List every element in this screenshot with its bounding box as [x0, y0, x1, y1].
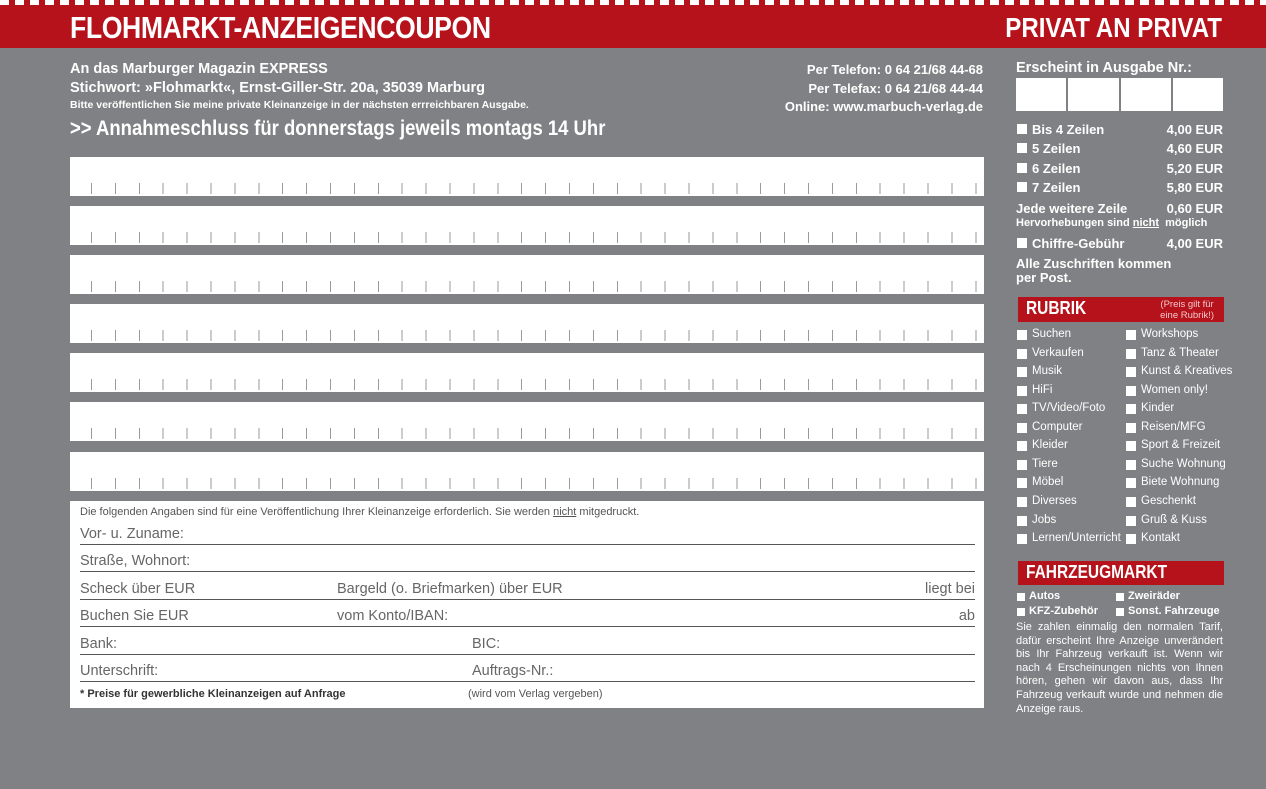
bic-label: BIC:	[472, 636, 501, 652]
checkbox[interactable]	[1017, 182, 1027, 192]
footnote-commercial: * Preise für gewerbliche Kleinanzeigen auf Anfrage	[80, 688, 346, 700]
checkbox[interactable]	[1116, 593, 1124, 601]
header-bar	[0, 5, 1266, 48]
checkbox[interactable]	[1017, 478, 1027, 488]
rubrik-option-label: Kontakt	[1141, 532, 1180, 545]
checkbox[interactable]	[1126, 423, 1136, 433]
fahrzeugmarkt-description: Sie zahlen einmalig den normalen Tarif, dafür erscheint Ihre Anzeige unverändert bis Ihr Fahrzeug verkauft ist. Wenn wir nach 4 Erscheinungen nichts von Ihnen hören, gehen wir davon aus, dass Ihr Fahrzeug verkauft wurde und nehmen die Anzeige raus.	[1016, 621, 1223, 715]
checkbox[interactable]	[1017, 143, 1027, 153]
rubrik-option-label: Suchen	[1032, 328, 1072, 340]
checkbox[interactable]	[1017, 330, 1027, 340]
liegt-bei-label: liegt bei	[925, 581, 975, 597]
checkbox[interactable]	[1017, 349, 1027, 359]
rubrik-option-label: Reisen/MFG	[1141, 420, 1206, 433]
contact-online: Online: www.marbuch-verlag.de	[784, 99, 983, 114]
privacy-note: Die folgenden Angaben sind für eine Veröffentlichung Ihrer Kleinanzeige erforderlich. Sie werden nicht mitgedruckt.	[80, 506, 640, 518]
rubrik-option-label: Tiere	[1032, 457, 1058, 470]
issue-box-3[interactable]	[1121, 78, 1171, 111]
checkbox[interactable]	[1017, 608, 1025, 616]
footnote-publisher: (wird vom Verlag vergeben)	[468, 688, 603, 700]
checkbox[interactable]	[1017, 497, 1027, 507]
buchen-label: Buchen Sie EUR	[80, 608, 189, 624]
ad-text-line-6[interactable]	[70, 402, 984, 441]
ad-text-line-1[interactable]	[70, 157, 984, 196]
address-line-2: Stichwort: »Flohmarkt«, Ernst-Giller-Str. 20a, 35039 Marburg	[70, 80, 485, 96]
checkbox[interactable]	[1017, 404, 1027, 414]
ad-text-line-5[interactable]	[70, 353, 984, 392]
checkbox[interactable]	[1126, 478, 1136, 488]
issue-number-label: Erscheint in Ausgabe Nr.:	[1016, 60, 1192, 76]
rubrik-option-label: Geschenkt	[1141, 494, 1196, 507]
rubrik-option-label: Diverses	[1032, 494, 1077, 507]
street-label: Straße, Wohnort:	[80, 553, 191, 569]
rubrik-option-label: Gruß & Kuss	[1141, 513, 1207, 526]
checkbox[interactable]	[1126, 516, 1136, 526]
ad-text-line-4[interactable]	[70, 304, 984, 343]
scheck-label: Scheck über EUR	[80, 581, 196, 597]
checkbox[interactable]	[1017, 534, 1027, 544]
checkbox[interactable]	[1017, 460, 1027, 470]
rubrik-header	[1018, 297, 1224, 322]
rubrik-option-label: Suche Wohnung	[1141, 457, 1226, 470]
checkbox[interactable]	[1126, 404, 1136, 414]
checkbox[interactable]	[1017, 441, 1027, 451]
rubrik-option-label: Musik	[1032, 365, 1063, 378]
deadline-notice: >> Annahmeschluss für donnerstags jeweils montags 14 Uhr	[70, 117, 606, 140]
rubrik-option-label: Workshops	[1141, 328, 1199, 340]
replies-note: Alle Zuschriften kommen per Post.	[1016, 256, 1172, 285]
address-block	[70, 60, 529, 113]
rubrik-title: RUBRIK	[1026, 298, 1087, 318]
address-line-1: An das Marburger Magazin EXPRESS	[70, 61, 328, 77]
rubrik-option-label: Tanz & Theater	[1141, 346, 1219, 359]
checkbox[interactable]	[1017, 386, 1027, 396]
fahrzeugmarkt-title: FAHRZEUGMARKT	[1026, 562, 1168, 582]
payment-debit-row[interactable]	[80, 605, 975, 627]
signature-row[interactable]	[80, 660, 975, 682]
issue-box-1[interactable]	[1016, 78, 1066, 111]
checkbox[interactable]	[1017, 516, 1027, 526]
issue-box-4[interactable]	[1173, 78, 1223, 111]
price-option-4-lines[interactable]: Bis 4 Zeilen 4,00 EUR	[1016, 121, 1223, 139]
price-option-chiffre[interactable]: Chiffre-Gebühr 4,00 EUR	[1016, 235, 1223, 253]
rubrik-option-label: Computer	[1032, 420, 1083, 433]
price-option-7-lines[interactable]: 7 Zeilen 5,80 EUR	[1016, 179, 1223, 197]
checkbox[interactable]	[1017, 163, 1027, 173]
rubrik-option-label: TV/Video/Foto	[1032, 402, 1106, 415]
contact-phone: Per Telefon: 0 64 21/68 44-68	[806, 62, 983, 77]
ad-text-line-2[interactable]	[70, 206, 984, 245]
street-field[interactable]	[80, 550, 975, 572]
rubrik-option-label: Möbel	[1032, 476, 1064, 489]
signature-label: Unterschrift:	[80, 663, 159, 679]
checkbox[interactable]	[1126, 349, 1136, 359]
konto-label: vom Konto/IBAN:	[337, 608, 449, 624]
coupon-title: FLOHMARKT-ANZEIGENCOUPON	[70, 10, 491, 45]
rubrik-option-label: Kleider	[1032, 439, 1068, 452]
bargeld-label: Bargeld (o. Briefmarken) über EUR	[337, 581, 563, 597]
payment-cash-row[interactable]	[80, 578, 975, 600]
checkbox[interactable]	[1126, 534, 1136, 544]
name-field[interactable]	[80, 523, 975, 545]
rubrik-option-label: Kinder	[1141, 402, 1175, 415]
address-line-3: Bitte veröffentlichen Sie meine private Kleinanzeige in der nächsten errreichbaren Ausgabe.	[70, 99, 529, 111]
checkbox[interactable]	[1017, 593, 1025, 601]
ad-text-line-7[interactable]	[70, 452, 984, 491]
checkbox[interactable]	[1126, 330, 1136, 340]
checkbox[interactable]	[1116, 608, 1124, 616]
fahrzeugmarkt-header	[1018, 561, 1224, 585]
contact-block	[785, 61, 983, 117]
checkbox[interactable]	[1126, 441, 1136, 451]
price-option-5-lines[interactable]: 5 Zeilen 4,60 EUR	[1016, 140, 1223, 158]
rubrik-option-label: HiFi	[1032, 383, 1053, 396]
name-label: Vor- u. Zuname:	[80, 526, 184, 542]
rubrik-option-label: Sport & Freizeit	[1141, 439, 1221, 452]
rubrik-note: (Preis gilt für eine Rubrik!)	[1160, 299, 1214, 321]
issue-number-boxes	[1016, 78, 1223, 111]
price-option-6-lines[interactable]: 6 Zeilen 5,20 EUR	[1016, 160, 1223, 178]
checkbox[interactable]	[1017, 124, 1027, 134]
rubrik-option-label: Jobs	[1032, 513, 1057, 526]
checkbox[interactable]	[1126, 460, 1136, 470]
rubrik-option-label: Biete Wohnung	[1141, 476, 1220, 489]
highlight-note: Hervorhebungen sind nicht möglich	[1016, 217, 1208, 229]
rubrik-option-label: Verkaufen	[1032, 346, 1084, 359]
checkbox[interactable]	[1017, 238, 1027, 248]
coupon-subtitle: PRIVAT AN PRIVAT	[1005, 12, 1222, 43]
ab-label: ab	[958, 608, 975, 624]
checkbox[interactable]	[1017, 423, 1027, 433]
price-extra-line: Jede weitere Zeile 0,60 EUR	[1016, 201, 1223, 216]
bank-row[interactable]	[80, 633, 975, 655]
checkbox[interactable]	[1126, 367, 1136, 377]
bank-label: Bank:	[80, 636, 118, 652]
checkbox[interactable]	[1126, 497, 1136, 507]
rubrik-option-label: Lernen/Unterricht	[1032, 532, 1121, 545]
checkbox[interactable]	[1017, 367, 1027, 377]
checkbox[interactable]	[1126, 386, 1136, 396]
contact-fax: Per Telefax: 0 64 21/68 44-44	[808, 80, 983, 96]
personal-details-form	[70, 501, 984, 708]
rubrik-option-label: Women only!	[1141, 383, 1208, 396]
rubrik-option-label: Kunst & Kreatives	[1141, 365, 1233, 378]
ad-text-line-3[interactable]	[70, 255, 984, 294]
order-number-label: Auftrags-Nr.:	[472, 663, 554, 679]
issue-box-2[interactable]	[1068, 78, 1118, 111]
